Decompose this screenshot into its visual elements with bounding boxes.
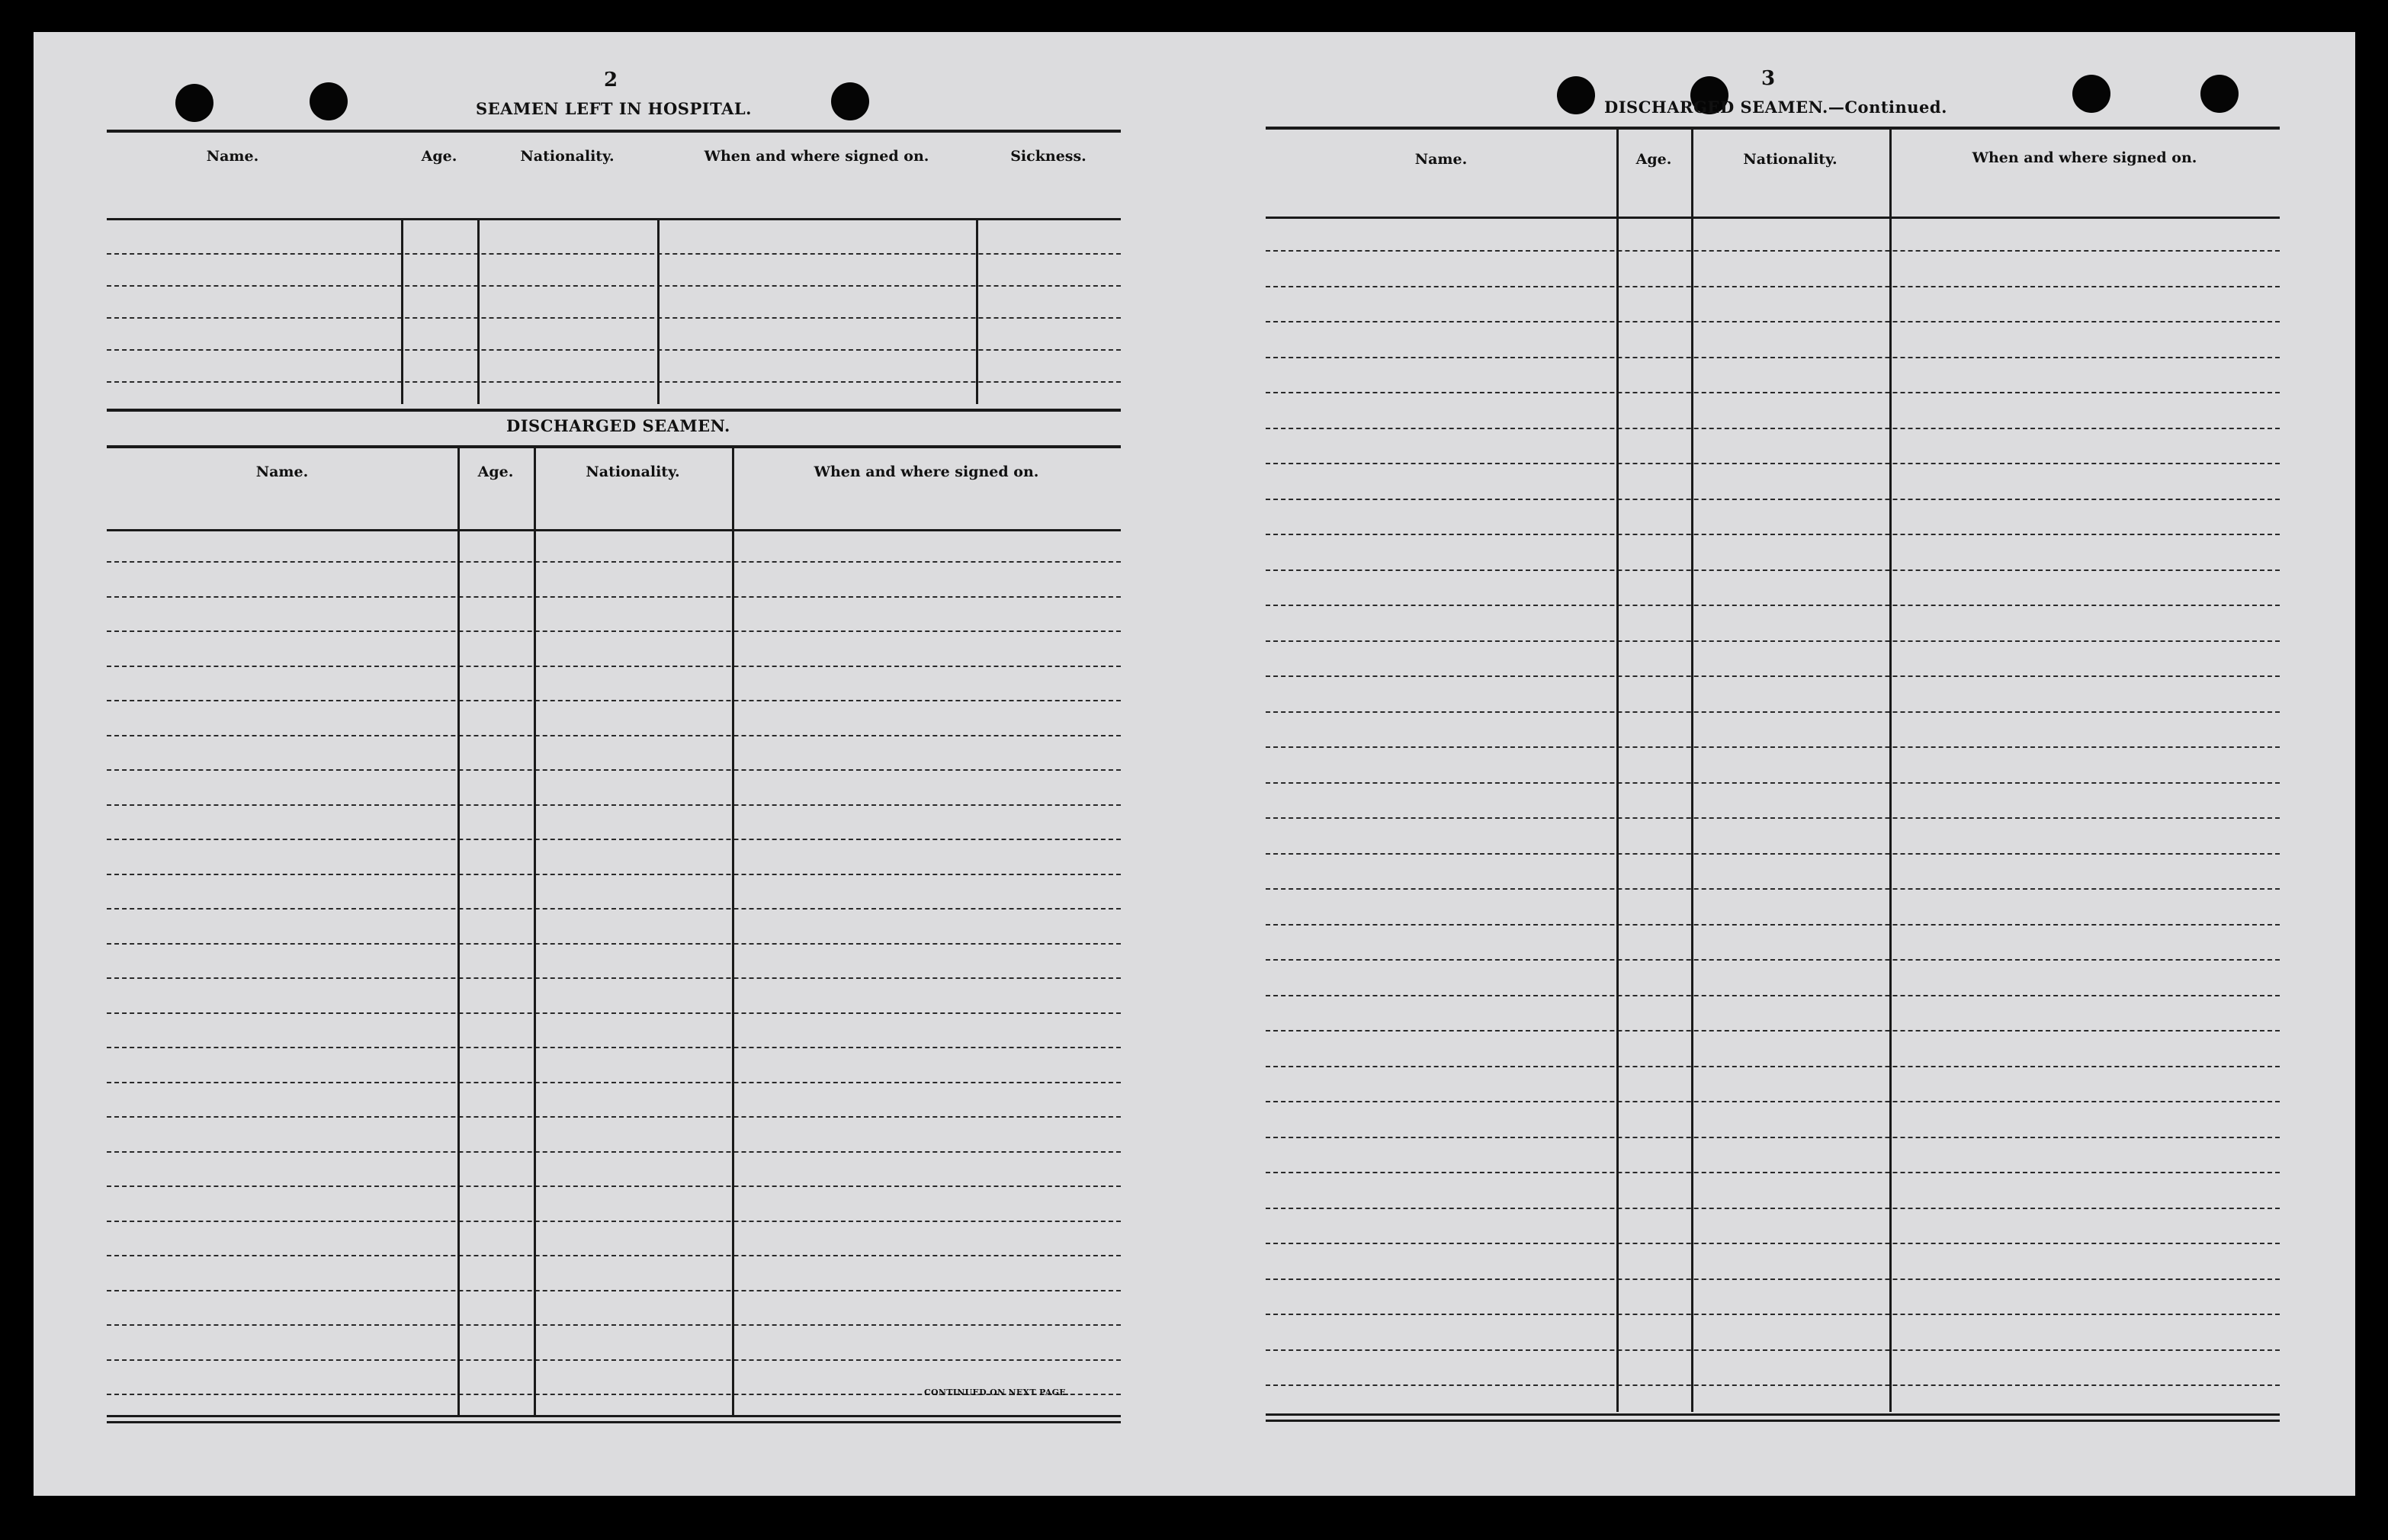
table-row bbox=[1266, 1208, 2280, 1209]
table-row bbox=[107, 1255, 1121, 1256]
table-row bbox=[1266, 782, 2280, 784]
punch-hole bbox=[2200, 75, 2239, 113]
hospital-section-title: SEAMEN LEFT IN HOSPITAL. bbox=[476, 99, 752, 118]
discharged-table-left bbox=[107, 445, 1121, 1425]
col-header-signed-on: When and where signed on. bbox=[704, 148, 929, 165]
table-row bbox=[1266, 1101, 2280, 1102]
col-header-age: Age. bbox=[477, 464, 514, 480]
table-row bbox=[1266, 1314, 2280, 1315]
table-row bbox=[1266, 1384, 2280, 1386]
table-row bbox=[107, 1185, 1121, 1187]
col-header-age: Age. bbox=[421, 148, 457, 165]
page-number-right: 3 bbox=[1761, 67, 1776, 90]
table-row bbox=[1266, 499, 2280, 500]
table-row bbox=[1266, 605, 2280, 606]
table-row bbox=[107, 1012, 1121, 1014]
punch-hole bbox=[1557, 76, 1595, 114]
table-row bbox=[1266, 1243, 2280, 1244]
table-row bbox=[107, 561, 1121, 563]
table-row bbox=[107, 1116, 1121, 1118]
table-row bbox=[1266, 995, 2280, 996]
table-row bbox=[1266, 428, 2280, 429]
punch-hole bbox=[2072, 75, 2110, 113]
table-row bbox=[1266, 746, 2280, 748]
table-row bbox=[107, 1082, 1121, 1083]
table-row bbox=[107, 1290, 1121, 1291]
table-row bbox=[1266, 286, 2280, 287]
table-row bbox=[1266, 675, 2280, 677]
table-row bbox=[107, 839, 1121, 840]
discharged-continued-title: DISCHARGED SEAMEN.—Continued. bbox=[1604, 98, 1947, 117]
table-row bbox=[107, 1221, 1121, 1222]
table-row bbox=[1266, 1137, 2280, 1138]
hospital-table bbox=[107, 130, 1121, 412]
table-row bbox=[1266, 569, 2280, 571]
col-header-nationality: Nationality. bbox=[586, 464, 680, 480]
col-header-name: Name. bbox=[206, 148, 259, 165]
table-row bbox=[1266, 711, 2280, 713]
col-header-signed-on: When and where signed on. bbox=[1972, 149, 2197, 166]
table-row bbox=[1266, 959, 2280, 961]
table-row bbox=[107, 596, 1121, 598]
page-number-left: 2 bbox=[604, 69, 618, 91]
table-row bbox=[1266, 1349, 2280, 1351]
table-row bbox=[1266, 924, 2280, 926]
table-row bbox=[1266, 321, 2280, 322]
document-sheet bbox=[34, 32, 2355, 1496]
table-row bbox=[107, 769, 1121, 771]
table-row bbox=[107, 1324, 1121, 1326]
table-row bbox=[1266, 1279, 2280, 1280]
table-row bbox=[1266, 1066, 2280, 1067]
col-header-age: Age. bbox=[1635, 151, 1672, 168]
col-header-nationality: Nationality. bbox=[520, 148, 615, 165]
table-row bbox=[1266, 888, 2280, 890]
punch-hole bbox=[175, 84, 213, 122]
table-row bbox=[107, 977, 1121, 979]
table-row bbox=[107, 874, 1121, 875]
continued-footer: CONTINUED ON NEXT PAGE. bbox=[924, 1388, 1070, 1397]
col-header-nationality: Nationality. bbox=[1743, 151, 1838, 168]
table-row bbox=[1266, 1030, 2280, 1031]
table-row bbox=[107, 700, 1121, 701]
table-row bbox=[107, 1359, 1121, 1361]
discharged-table-right bbox=[1266, 127, 2280, 1423]
table-row bbox=[1266, 250, 2280, 252]
table-row bbox=[1266, 640, 2280, 642]
table-row bbox=[107, 666, 1121, 667]
table-row bbox=[1266, 853, 2280, 855]
table-row bbox=[107, 943, 1121, 945]
table-row bbox=[1266, 357, 2280, 358]
table-row bbox=[107, 1047, 1121, 1048]
discharged-section-title: DISCHARGED SEAMEN. bbox=[506, 416, 730, 435]
col-header-sickness: Sickness. bbox=[1010, 148, 1086, 165]
table-row bbox=[107, 735, 1121, 736]
punch-hole bbox=[831, 82, 869, 120]
table-row bbox=[1266, 463, 2280, 464]
col-header-signed-on: When and where signed on. bbox=[814, 464, 1039, 480]
table-row bbox=[107, 1151, 1121, 1153]
col-header-name: Name. bbox=[1414, 151, 1468, 168]
col-header-name: Name. bbox=[255, 464, 309, 480]
table-row bbox=[1266, 534, 2280, 535]
table-row bbox=[107, 630, 1121, 632]
table-row bbox=[107, 908, 1121, 910]
table-row bbox=[1266, 817, 2280, 819]
table-row bbox=[107, 804, 1121, 806]
table-row bbox=[1266, 1172, 2280, 1173]
table-row bbox=[1266, 392, 2280, 393]
punch-hole bbox=[310, 82, 348, 120]
